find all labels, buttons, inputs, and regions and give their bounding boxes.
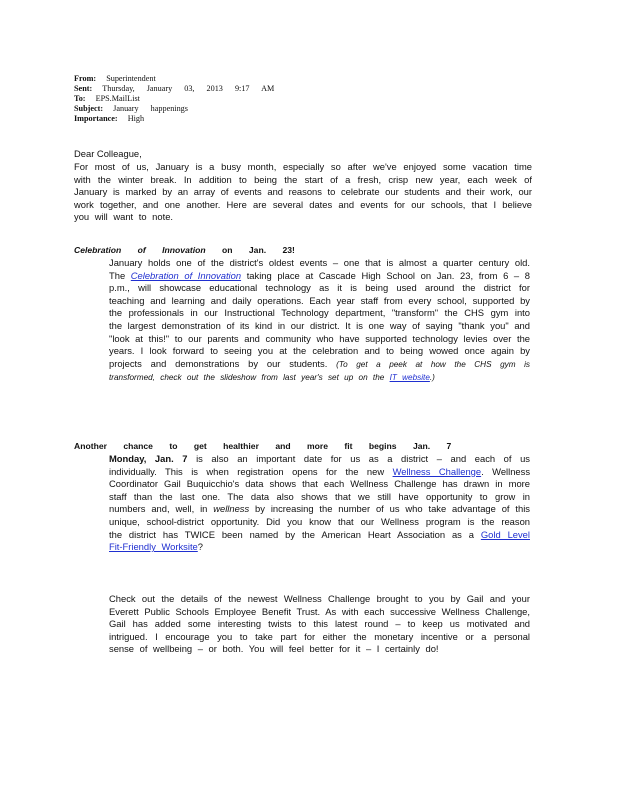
sent-label: Sent:: [74, 84, 93, 93]
from-row: [74, 74, 274, 84]
email-header: [74, 74, 274, 124]
intro-paragraph: For most of us, January is a busy month, especially so after we've enjoyed some vacation time with the winter break. In addition to being the start of a fresh, crisp new year, each week of January is marked by an array of events and reasons to celebrate our students and their work, our work together, and one another. Here are several dates and events for our schools, that I believe you will want to note.: [74, 161, 532, 223]
sent-value: Thursday, January 03, 2013 9:17 AM: [102, 84, 275, 93]
sent-row: [74, 84, 274, 94]
wellness-text-1: is also an important date for us as a district – and each of us individually. This is when registration opens for the new: [109, 453, 530, 477]
wellness-date: Monday, Jan. 7: [109, 453, 188, 464]
wellness-text-4: ?: [197, 541, 203, 553]
celebration-note-1: (To get a peek at how the CHS gym is transformed, check out the slideshow from last year's set up on the: [109, 359, 530, 383]
wellness-paragraph: [109, 453, 530, 554]
greeting: Dear Colleague,: [74, 148, 142, 159]
celebration-link-text: Celebration of Innovation: [130, 269, 242, 281]
celebration-of-innovation-link[interactable]: [131, 270, 241, 281]
wellness-challenge-link[interactable]: Wellness Challenge: [392, 465, 482, 477]
to-row: [74, 94, 274, 104]
celebration-text-2: taking place at Cascade High School on Jan. 23, from 6 – 8 p.m., will showcase educational technology as it is being used around the district for teaching and learning and daily operations. Each year staff from every school, supported by the professionals in our Instructional Technology department, "transform" the CHS gym into the largest demonstration of its kind in our district. It is one way of saying "thank you" and "look at this!" to our parents and community who have supported technology levies over the years. I look forward to seeing you at the celebration and to being wowed once again by projects and demonstrations by our students.: [109, 269, 530, 369]
wellness-italic-word: wellness: [213, 503, 250, 515]
celebration-paragraph: [109, 257, 530, 385]
to-value: EPS.MailList: [95, 94, 140, 103]
from-value: Superintendent: [106, 74, 156, 83]
subject-value: January happenings: [113, 104, 188, 113]
from-label: From:: [74, 74, 97, 83]
celebration-heading-title: Celebration of Innovation: [74, 245, 206, 255]
wellness-text-2: . Wellness Coordinator Gail Buquicchio's data shows that each Wellness Challenge has drawn in more staff than the last one. The data also shows that we still have opportunity to grow in numbers and, well, in: [109, 465, 531, 515]
it-website-link[interactable]: IT website: [389, 373, 430, 383]
celebration-note-2: .): [429, 373, 435, 383]
to-label: To:: [74, 94, 86, 103]
wellness-details-paragraph: Check out the details of the newest Wellness Challenge brought to you by Gail and your Everett Public Schools Employee Benefit Trust. As with each successive Wellness Challenge, Gail has added some interesting twists to this latest round – to keep us motivated and intrigued. I encourage you to take part for either the monetary incentive or a personal sense of wellbeing – or both. You will feel better for it – I certainly do!: [109, 593, 530, 655]
subject-label: Subject:: [74, 104, 104, 113]
importance-label: Importance:: [74, 114, 118, 123]
importance-row: [74, 114, 274, 124]
fit-friendly-worksite-link[interactable]: Gold Level Fit-Friendly Worksite: [109, 528, 530, 553]
subject-row: [74, 104, 274, 114]
celebration-text-1: January holds one of the district's oldest events – one that is almost a quarter century old. The: [109, 257, 530, 281]
celebration-heading: [74, 244, 295, 257]
importance-value: High: [127, 114, 145, 123]
celebration-heading-date: on Jan. 23!: [222, 245, 295, 255]
wellness-text-3: by increasing the number of us who take advantage of this unique, school-district opportunity. Did you know that our Wellness program is the reason the district has TWICE been named by the American Heart Association as a: [109, 503, 530, 540]
wellness-heading: Another chance to get healthier and more fit begins Jan. 7: [74, 441, 452, 451]
